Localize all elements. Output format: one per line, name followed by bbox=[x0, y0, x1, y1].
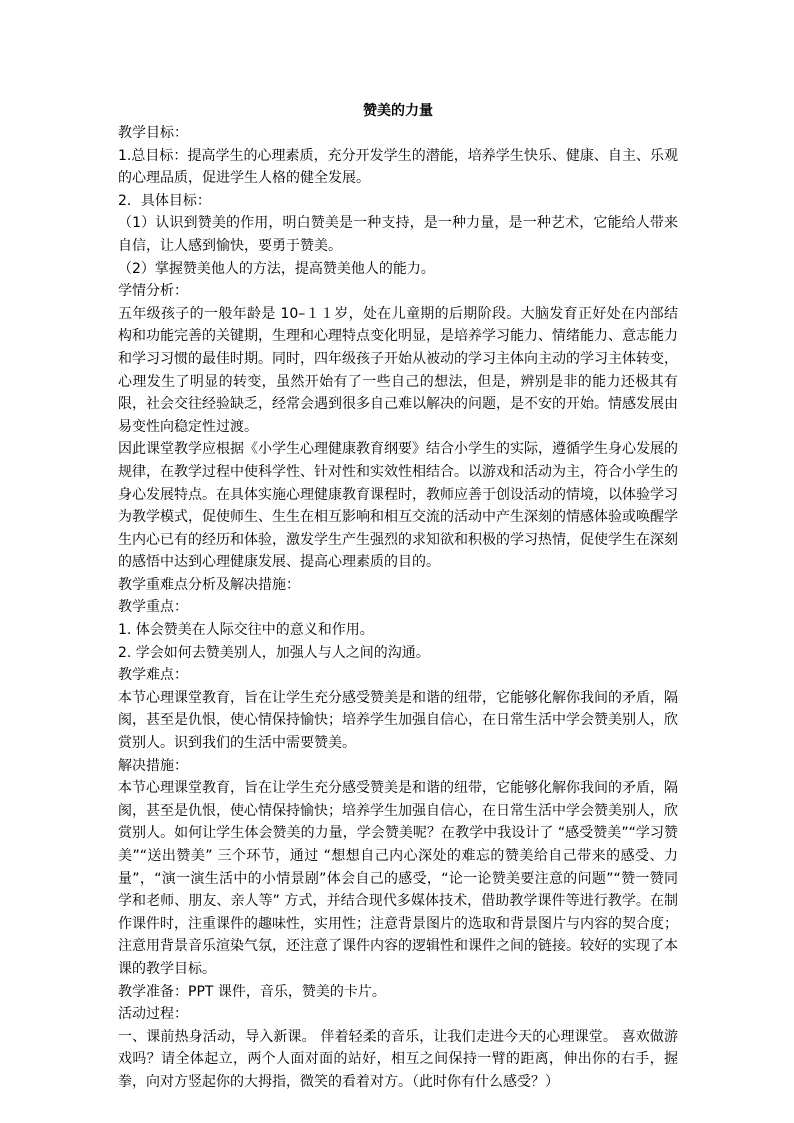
heading-activity-process: 活动过程： bbox=[118, 1006, 188, 1023]
heading-key-points: 教学重点： bbox=[118, 599, 188, 616]
teaching-preparation: 教学准备：PPT 课件，音乐，赞美的卡片。 bbox=[118, 983, 386, 1000]
heading-specific-goals: 2．具体目标： bbox=[118, 192, 211, 209]
key-point-1: 1. 体会赞美在人际交往中的意义和作用。 bbox=[118, 622, 374, 639]
key-point-2: 2. 学会如何去赞美别人，加强人与人之间的沟通。 bbox=[118, 644, 430, 661]
heading-key-difficult-points: 教学重难点分析及解决措施： bbox=[118, 576, 300, 593]
specific-goal-2: （2）掌握赞美他人的方法，提高赞美他人的能力。 bbox=[118, 260, 435, 277]
document-page bbox=[118, 100, 678, 1094]
teaching-approach-paragraph: 因此课堂教学应根据《小学生心理健康教育纲要》结合小学生的实际，遵循学生身心发展的规律，在教学过程中使科学性、针对性和实效性相结合。以游戏和活动为主，符合小学生的身心发展特点。在具体实施心理健康教育课程时，教师应善于创设活动的情境，以体验学习为教学模式，促使师生、生生在相互影响和相互交流的活动中产生深刻的情感体验或唤醒学生内心已有的经历和体验，激发学生产生强烈的求知欲和积极的学习热情，促使学生在深刻的感悟中达到心理健康发展、提高心理素质的目的。 bbox=[118, 441, 678, 571]
learner-analysis-paragraph: 五年级孩子的一般年龄是 10–１１岁，处在儿童期的后期阶段。大脑发育正好处在内部结构和功能完善的关键期，生理和心理特点变化明显，是培养学习能力、情绪能力、意志能力和学习习惯的最佳时期。同时，四年级孩子开始从被动的学习主体向主动的学习主体转变，心理发生了明显的转变，虽然开始有了一些自己的想法，但是，辨别是非的能力还极其有限，社会交往经验缺乏，经常会遇到很多自己难以解决的问题，是不安的开始。情感发展由易变性向稳定性过渡。 bbox=[118, 305, 678, 435]
heading-teaching-goals: 教学目标： bbox=[118, 125, 188, 141]
activity-step-1: 一、课前热身活动，导入新课。 伴着轻柔的音乐，让我们走进今天的心理课堂。 喜欢做游戏吗？请全体起立，两个人面对面的站好，相互之间保持一臂的距离，伸出你的右手，握拳，向对方竖起你的大拇指，微笑的看着对方。（此时你有什么感受？） bbox=[118, 1028, 678, 1090]
difficult-points-paragraph: 本节心理课堂教育，旨在让学生充分感受赞美是和谐的纽带，它能够化解你我间的矛盾，隔阂，甚至是仇恨，使心情保持愉快；培养学生加强自信心，在日常生活中学会赞美别人，欣赏别人。识到我们的生活中需要赞美。 bbox=[118, 689, 678, 752]
heading-difficult-points: 教学难点： bbox=[118, 667, 188, 684]
document-title: 赞美的力量 bbox=[363, 103, 433, 119]
specific-goal-1: （1）认识到赞美的作用，明白赞美是一种支持，是一种力量，是一种艺术，它能给人带来自信，让人感到愉快，要勇于赞美。 bbox=[118, 215, 678, 254]
heading-solutions: 解决措施： bbox=[118, 757, 188, 774]
solutions-paragraph: 本节心理课堂教育，旨在让学生充分感受赞美是和谐的纽带，它能够化解你我间的矛盾，隔阂，甚至是仇恨，使心情保持愉快；培养学生加强自信心，在日常生活中学会赞美别人，欣赏别人。如何让学生体会赞美的力量，学会赞美呢？在教学中我设计了 “感受赞美”“学习赞美”“送出赞美” 三个环节，通过 “想想自己内心深处的难忘的赞美给自己带来的感受、力量”，“演一演生活中的小情景剧”体会自己的感受，“论一论赞美要注意的问题”“赞一赞同学和老师、朋友、亲人等” 方式，并结合现代多媒体技术，借助教学课件等进行教学。在制作课件时，注重课件的趣味性，实用性；注意背景图片的选取和背景图片与内容的契合度；注意用背景音乐渲染气氛，还注意了课件内容的逻辑性和课件之间的链接。较好的实现了本课的教学目标。 bbox=[118, 780, 678, 977]
heading-learner-analysis: 学情分析： bbox=[118, 283, 188, 300]
general-goal: 1.总目标：提高学生的心理素质，充分开发学生的潜能，培养学生快乐、健康、自主、乐观的心理品质，促进学生人格的健全发展。 bbox=[118, 147, 678, 187]
